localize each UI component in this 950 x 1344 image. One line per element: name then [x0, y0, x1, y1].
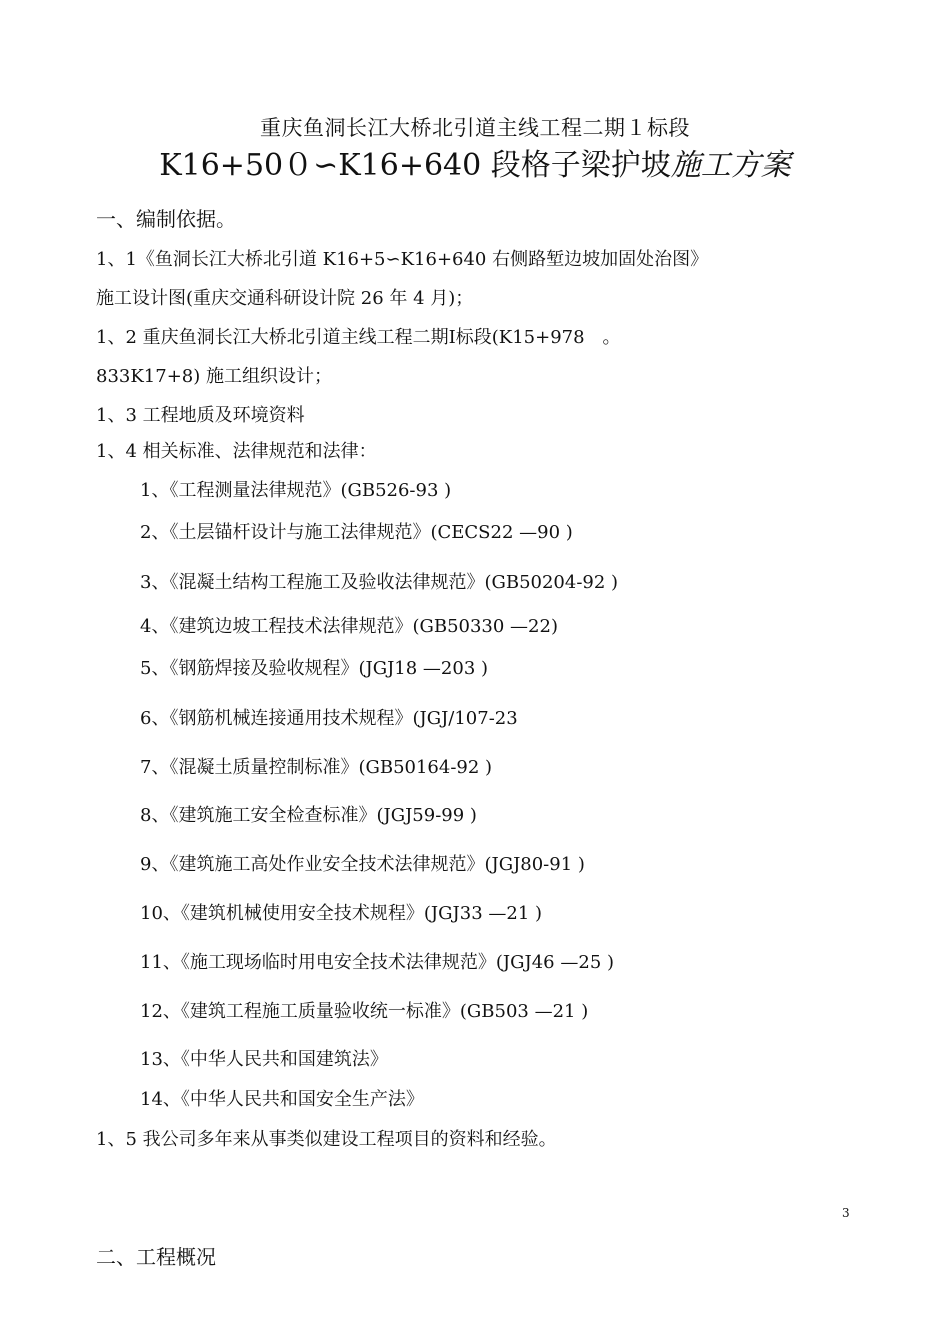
reference-item: 11、《施工现场临时用电安全技术法律规范》(JGJ46 —25 ): [140, 952, 615, 973]
reference-item: 8、《建筑施工安全检查标准》(JGJ59-99 ): [140, 805, 477, 826]
reference-item: 4、《建筑边坡工程技术法律规范》(GB50330 —22): [140, 616, 558, 637]
paragraph-1-1a: 1、1《鱼洞长江大桥北引道 K16+5∽K16+640 右侧路堑边坡加固处治图》: [96, 249, 709, 270]
reference-item: 5、《钢筋焊接及验收规程》(JGJ18 —203 ): [140, 658, 489, 679]
paragraph-1-2a: 1、2 重庆鱼洞长江大桥北引道主线工程二期Ⅰ标段(K15+978 。: [96, 327, 621, 348]
reference-item: 12、《建筑工程施工质量验收统一标准》(GB503 —21 ): [140, 1001, 589, 1022]
paragraph-1-2b: 833K17+8) 施工组织设计；: [96, 366, 332, 387]
reference-item: 3、《混凝土结构工程施工及验收法律规范》(GB50204-92 ): [140, 572, 619, 593]
reference-item: 6、《钢筋机械连接通用技术规程》(JGJ/107-23: [140, 708, 518, 729]
reference-item: 13、《中华人民共和国建筑法》: [140, 1049, 388, 1070]
reference-item: 14、《中华人民共和国安全生产法》: [140, 1089, 424, 1110]
reference-item: 9、《建筑施工高处作业安全技术法律规范》(JGJ80-91 ): [140, 854, 585, 875]
paragraph-1-4: 1、4 相关标准、法律规范和法律：: [96, 441, 377, 462]
paragraph-1-5: 1、5 我公司多年来从事类似建设工程项目的资料和经验。: [96, 1129, 557, 1150]
reference-item: 2、《土层锚杆设计与施工法律规范》(CECS22 —90 ): [140, 522, 573, 543]
reference-item: 10、《建筑机械使用安全技术规程》(JGJ33 —21 ): [140, 903, 543, 924]
page-number: 3: [842, 1206, 850, 1220]
document-title-italic: 施工方案: [670, 148, 791, 183]
section-heading-overview: 二、工程概况: [96, 1245, 216, 1269]
paragraph-1-1b: 施工设计图(重庆交通科研设计院 26 年 4 月)；: [96, 288, 474, 309]
section-heading-basis: 一、编制依据。: [96, 207, 236, 231]
paragraph-1-3: 1、3 工程地质及环境资料: [96, 405, 305, 426]
reference-item: 7、《混凝土质量控制标准》(GB50164-92 ): [140, 757, 493, 778]
reference-item: 1、《工程测量法律规范》(GB526-93 ): [140, 480, 452, 501]
document-title-line2: [0, 140, 950, 184]
document-title-main: K16+50０∽K16+640 段格子梁护坡: [159, 148, 671, 183]
document-title-line1: 重庆鱼洞长江大桥北引道主线工程二期１标段: [260, 116, 690, 140]
